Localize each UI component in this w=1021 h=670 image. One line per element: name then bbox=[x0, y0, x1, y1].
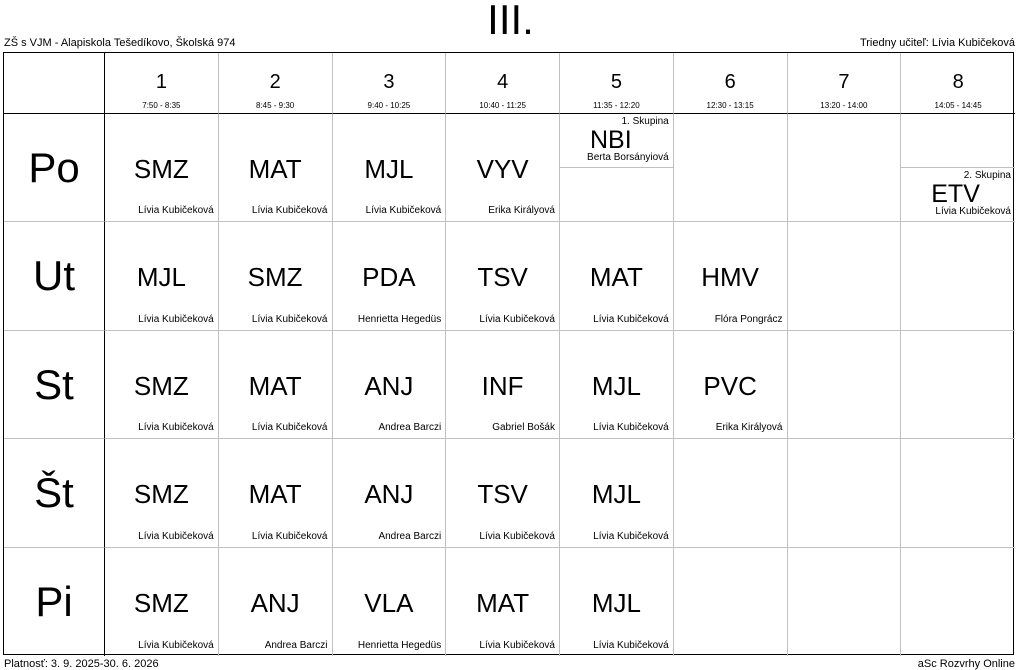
empty-cell bbox=[788, 439, 902, 547]
lesson-cell[interactable] bbox=[560, 439, 674, 547]
lesson-subject: SMZ bbox=[133, 479, 189, 510]
lesson-subject: MAT bbox=[248, 370, 302, 401]
day-label: Pi bbox=[35, 577, 73, 625]
lesson-teacher: Lívia Kubičeková bbox=[365, 205, 442, 217]
lesson-cell[interactable] bbox=[105, 331, 219, 439]
lesson-subject: TSV bbox=[477, 479, 528, 510]
lesson-teacher: Flóra Pongrácz bbox=[714, 313, 783, 325]
period-number: 7 bbox=[838, 71, 850, 93]
lesson-cell[interactable] bbox=[333, 548, 447, 656]
lesson-cell[interactable] bbox=[219, 331, 333, 439]
lesson-subject: NBI bbox=[590, 126, 632, 154]
lesson-teacher: Lívia Kubičeková bbox=[479, 530, 555, 542]
day-header-št bbox=[4, 439, 105, 547]
lesson-subject: VYV bbox=[476, 154, 529, 184]
day-header-pi bbox=[4, 548, 105, 656]
lesson-teacher: Lívia Kubičeková bbox=[138, 530, 214, 542]
period-time: 12:30 - 13:15 bbox=[706, 101, 754, 110]
lesson-teacher: Lívia Kubičeková bbox=[593, 639, 669, 651]
period-number: 2 bbox=[269, 71, 281, 93]
lesson-cell[interactable] bbox=[446, 548, 560, 656]
lesson-teacher: Erika Királyová bbox=[715, 422, 783, 434]
lesson-cell[interactable] bbox=[560, 331, 674, 439]
period-number: 8 bbox=[952, 71, 964, 93]
lesson-cell-group[interactable] bbox=[901, 168, 1015, 222]
period-time: 7:50 - 8:35 bbox=[142, 101, 181, 110]
period-number: 4 bbox=[497, 71, 509, 93]
lesson-cell[interactable] bbox=[674, 222, 788, 330]
lesson-teacher: Gabriel Bošák bbox=[492, 422, 555, 434]
empty-cell bbox=[901, 331, 1015, 439]
empty-cell bbox=[788, 548, 902, 656]
lesson-teacher: Lívia Kubičeková bbox=[138, 422, 214, 434]
lesson-cell[interactable] bbox=[560, 222, 674, 330]
group-label: 2. Skupina bbox=[963, 170, 1011, 182]
lesson-cell[interactable] bbox=[219, 114, 333, 222]
lesson-teacher: Lívia Kubičeková bbox=[935, 206, 1011, 218]
period-header bbox=[901, 53, 1015, 114]
day-header-ut bbox=[4, 222, 105, 330]
lesson-subject: SMZ bbox=[133, 587, 189, 618]
empty-half-cell bbox=[560, 168, 674, 222]
lesson-teacher: Lívia Kubičeková bbox=[138, 205, 214, 217]
period-header bbox=[219, 53, 333, 114]
lesson-cell[interactable] bbox=[333, 439, 447, 547]
day-label: St bbox=[34, 360, 74, 408]
lesson-cell[interactable] bbox=[560, 548, 674, 656]
period-number: 1 bbox=[155, 71, 167, 93]
lesson-subject: HMV bbox=[701, 262, 760, 293]
empty-half-cell bbox=[901, 114, 1015, 168]
lesson-cell[interactable] bbox=[446, 331, 560, 439]
lesson-teacher: Lívia Kubičeková bbox=[251, 530, 328, 542]
period-header bbox=[788, 53, 902, 114]
lesson-cell[interactable] bbox=[333, 222, 447, 330]
lesson-teacher: Lívia Kubičeková bbox=[593, 530, 669, 542]
lesson-subject: ANJ bbox=[364, 370, 414, 401]
lesson-subject: MJL bbox=[136, 262, 186, 293]
lesson-subject: MJL bbox=[591, 370, 641, 401]
school-name: ZŠ s VJM - Alapiskola Tešedíkovo, Školská 974 bbox=[4, 37, 236, 49]
lesson-subject: PVC bbox=[703, 370, 757, 401]
period-time: 11:35 - 12:20 bbox=[593, 101, 640, 110]
empty-cell bbox=[674, 114, 788, 222]
lesson-subject: PDA bbox=[362, 262, 416, 293]
period-number: 6 bbox=[724, 71, 736, 93]
period-number: 5 bbox=[610, 71, 622, 93]
lesson-cell-group[interactable] bbox=[560, 114, 674, 168]
day-header-st bbox=[4, 331, 105, 439]
lesson-subject: SMZ bbox=[247, 262, 303, 293]
period-header bbox=[105, 53, 219, 114]
day-label: Št bbox=[34, 469, 74, 517]
lesson-cell[interactable] bbox=[674, 331, 788, 439]
period-time: 8:45 - 9:30 bbox=[256, 101, 295, 110]
lesson-cell[interactable] bbox=[219, 222, 333, 330]
empty-cell bbox=[674, 439, 788, 547]
lesson-teacher: Henrietta Hegedüs bbox=[357, 313, 442, 325]
period-header bbox=[674, 53, 788, 114]
lesson-cell[interactable] bbox=[105, 439, 219, 547]
lesson-cell[interactable] bbox=[446, 439, 560, 547]
lesson-subject: SMZ bbox=[133, 370, 189, 401]
lesson-subject: ANJ bbox=[364, 479, 414, 510]
lesson-teacher: Henrietta Hegedüs bbox=[357, 639, 442, 651]
lesson-teacher: Lívia Kubičeková bbox=[138, 639, 214, 651]
lesson-cell[interactable] bbox=[105, 222, 219, 330]
empty-cell bbox=[788, 222, 902, 330]
period-header bbox=[560, 53, 674, 114]
empty-cell bbox=[788, 114, 902, 222]
empty-cell bbox=[901, 548, 1015, 656]
lesson-teacher: Lívia Kubičeková bbox=[593, 313, 669, 325]
lesson-teacher: Lívia Kubičeková bbox=[251, 205, 328, 217]
lesson-cell[interactable] bbox=[105, 114, 219, 222]
brand-text: aSc Rozvrhy Online bbox=[917, 658, 1015, 670]
lesson-cell[interactable] bbox=[446, 114, 560, 222]
period-time: 14:05 - 14:45 bbox=[934, 101, 982, 110]
lesson-subject: SMZ bbox=[133, 154, 189, 184]
day-header-po bbox=[4, 114, 105, 222]
lesson-cell[interactable] bbox=[219, 548, 333, 656]
class-title: III. bbox=[487, 0, 534, 43]
validity-text: Platnosť: 3. 9. 2025-30. 6. 2026 bbox=[4, 658, 159, 670]
period-time: 9:40 - 10:25 bbox=[367, 101, 411, 110]
timetable-grid bbox=[3, 52, 1014, 655]
empty-cell bbox=[788, 331, 902, 439]
lesson-teacher: Lívia Kubičeková bbox=[593, 422, 669, 434]
period-header bbox=[333, 53, 447, 114]
day-label: Po bbox=[28, 144, 80, 191]
lesson-subject: MAT bbox=[476, 587, 530, 618]
lesson-teacher: Erika Királyová bbox=[488, 205, 555, 217]
class-teacher: Triedny učiteľ: Lívia Kubičeková bbox=[859, 37, 1015, 49]
lesson-teacher: Andrea Barczi bbox=[264, 639, 328, 651]
period-time: 10:40 - 11:25 bbox=[479, 101, 526, 110]
lesson-teacher: Lívia Kubičeková bbox=[138, 313, 214, 325]
corner-cell bbox=[4, 53, 105, 114]
lesson-subject: INF bbox=[481, 370, 524, 401]
lesson-teacher: Lívia Kubičeková bbox=[251, 313, 328, 325]
lesson-teacher: Lívia Kubičeková bbox=[479, 639, 555, 651]
lesson-teacher: Berta Borsányiová bbox=[587, 152, 669, 163]
lesson-cell[interactable] bbox=[219, 439, 333, 547]
lesson-subject: ANJ bbox=[250, 587, 300, 618]
lesson-subject: MAT bbox=[248, 154, 302, 184]
lesson-cell[interactable] bbox=[105, 548, 219, 656]
lesson-cell[interactable] bbox=[333, 114, 447, 222]
lesson-teacher: Lívia Kubičeková bbox=[479, 313, 555, 325]
day-label: Ut bbox=[33, 252, 75, 300]
period-number: 3 bbox=[383, 71, 395, 93]
lesson-teacher: Lívia Kubičeková bbox=[251, 422, 328, 434]
lesson-teacher: Andrea Barczi bbox=[378, 530, 442, 542]
empty-cell bbox=[674, 548, 788, 656]
lesson-subject: VLA bbox=[364, 587, 414, 618]
lesson-subject: MJL bbox=[591, 479, 641, 510]
lesson-cell[interactable] bbox=[333, 331, 447, 439]
period-header bbox=[446, 53, 560, 114]
lesson-teacher: Andrea Barczi bbox=[378, 422, 442, 434]
lesson-subject: TSV bbox=[477, 262, 528, 293]
lesson-subject: MJL bbox=[591, 587, 641, 618]
lesson-subject: MAT bbox=[589, 262, 643, 293]
empty-cell bbox=[901, 222, 1015, 330]
lesson-subject: MJL bbox=[364, 154, 414, 184]
period-time: 13:20 - 14:00 bbox=[820, 101, 868, 110]
lesson-cell[interactable] bbox=[446, 222, 560, 330]
lesson-subject: ETV bbox=[931, 180, 980, 209]
empty-cell bbox=[901, 439, 1015, 547]
group-label: 1. Skupina bbox=[621, 116, 669, 127]
lesson-subject: MAT bbox=[248, 479, 302, 510]
